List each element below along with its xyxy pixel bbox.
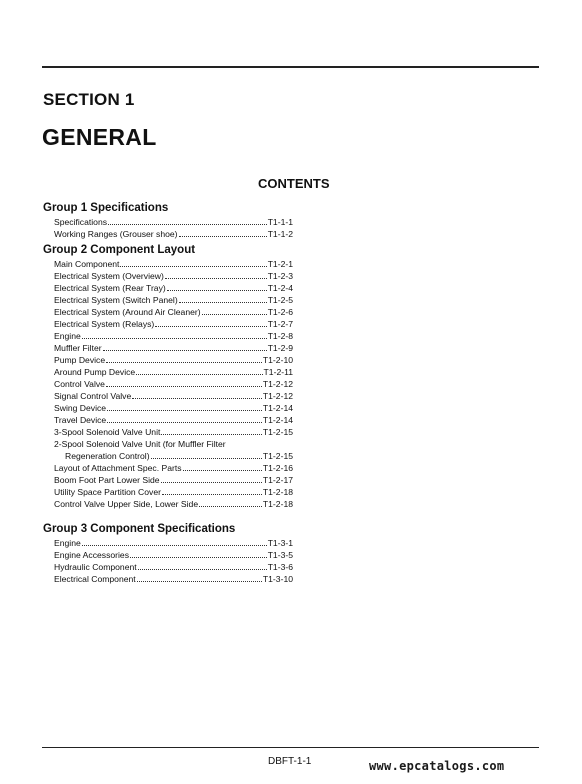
leader-dots — [199, 506, 262, 507]
leader-dots — [108, 224, 267, 225]
entry-label: Muffler Filter — [54, 343, 102, 353]
entry-label: Swing Device — [54, 403, 107, 413]
toc-entry[interactable] — [43, 378, 293, 390]
leader-dots — [106, 386, 262, 387]
entry-page: T1-2-3 — [267, 271, 293, 281]
toc-entry[interactable] — [43, 474, 293, 486]
leader-dots — [106, 362, 262, 363]
leader-dots — [137, 581, 262, 582]
entry-page: T1-2-15 — [262, 451, 293, 461]
leader-dots — [202, 314, 267, 315]
section-title: GENERAL — [42, 124, 157, 150]
entry-label: Electrical System (Around Air Cleaner) — [54, 307, 201, 317]
toc-entry[interactable] — [43, 426, 293, 438]
leader-dots — [82, 338, 267, 339]
toc-entry[interactable] — [43, 228, 293, 240]
entry-page: T1-3-6 — [267, 562, 293, 572]
entry-page: T1-2-11 — [263, 367, 293, 377]
entry-label: Electrical Component — [54, 574, 136, 584]
group-title: Group 1 Specifications — [43, 202, 169, 214]
leader-dots — [103, 350, 267, 351]
leader-dots — [120, 266, 266, 267]
leader-dots — [179, 236, 267, 237]
section-label: SECTION 1 — [43, 90, 135, 109]
toc-entry[interactable] — [43, 258, 293, 270]
leader-dots — [155, 326, 266, 327]
leader-dots — [167, 290, 267, 291]
page-code: DBFT-1-1 — [268, 756, 312, 767]
table-of-contents — [43, 201, 293, 585]
entry-page: T1-2-4 — [267, 283, 293, 293]
toc-entry[interactable] — [43, 294, 293, 306]
leader-dots — [136, 374, 262, 375]
toc-entry[interactable] — [43, 306, 293, 318]
entry-label: Engine — [54, 331, 81, 341]
toc-entry[interactable] — [43, 537, 293, 549]
toc-group-1 — [43, 201, 293, 240]
entry-page: T1-1-1 — [267, 217, 293, 227]
top-rule — [42, 66, 539, 68]
entry-page: T1-3-1 — [267, 538, 293, 548]
bottom-rule — [42, 747, 539, 748]
group-title: Group 2 Component Layout — [43, 244, 196, 256]
entry-label: Specifications — [54, 217, 108, 227]
toc-entry[interactable] — [43, 414, 293, 426]
entry-label: Electrical System (Relays) — [54, 319, 155, 329]
entry-label: Electrical System (Overview) — [54, 271, 164, 281]
toc-entry[interactable] — [43, 390, 293, 402]
entry-label: 3-Spool Solenoid Valve Unit — [54, 427, 161, 437]
entry-label: Control Valve — [54, 379, 105, 389]
entry-page: T1-2-16 — [262, 463, 293, 473]
watermark: www.epcatalogs.com — [369, 759, 505, 773]
entry-label-continuation: Regeneration Control) — [65, 451, 150, 461]
leader-dots — [132, 398, 262, 399]
entry-label: Pump Device — [54, 355, 106, 365]
entry-label: Around Pump Device — [54, 367, 136, 377]
entry-page: T1-2-12 — [262, 391, 293, 401]
leader-dots — [138, 569, 267, 570]
entry-page: T1-2-14 — [262, 403, 293, 413]
entry-page: T1-2-18 — [262, 487, 293, 497]
toc-entry[interactable] — [43, 561, 293, 573]
group-title: Group 3 Component Specifications — [43, 523, 236, 535]
entry-page: T1-2-6 — [267, 307, 293, 317]
entry-page: T1-2-1 — [267, 259, 293, 269]
leader-dots — [107, 422, 262, 423]
leader-dots — [183, 470, 262, 471]
toc-entry[interactable] — [43, 549, 293, 561]
toc-entry[interactable] — [43, 270, 293, 282]
toc-entry[interactable] — [43, 366, 293, 378]
entry-page: T1-2-10 — [262, 355, 293, 365]
toc-entry[interactable] — [43, 573, 293, 585]
leader-dots — [151, 458, 262, 459]
entry-page: T1-2-12 — [262, 379, 293, 389]
entry-page: T1-2-5 — [267, 295, 293, 305]
entry-label: Engine — [54, 538, 81, 548]
entry-label: Travel Device — [54, 415, 107, 425]
entry-label: Engine Accessories — [54, 550, 129, 560]
entry-page: T1-2-15 — [262, 427, 293, 437]
entry-page: T1-2-18 — [262, 499, 293, 509]
toc-entry[interactable] — [43, 282, 293, 294]
entry-label: Hydraulic Component — [54, 562, 137, 572]
entry-page: T1-2-9 — [267, 343, 293, 353]
entry-page: T1-2-17 — [262, 475, 293, 485]
leader-dots — [162, 494, 262, 495]
entry-page: T1-2-7 — [267, 319, 293, 329]
entry-page: T1-3-10 — [262, 574, 293, 584]
entry-label: Electrical System (Switch Panel) — [54, 295, 178, 305]
toc-group-3 — [43, 522, 293, 585]
toc-entry[interactable] — [43, 450, 293, 462]
toc-entry[interactable] — [43, 354, 293, 366]
toc-entry[interactable] — [43, 462, 293, 474]
toc-entry[interactable] — [43, 330, 293, 342]
leader-dots — [130, 557, 267, 558]
contents-heading: CONTENTS — [258, 176, 330, 191]
entry-label: Main Component — [54, 259, 120, 269]
leader-dots — [161, 434, 262, 435]
leader-dots — [82, 545, 267, 546]
leader-dots — [179, 302, 267, 303]
toc-entry[interactable] — [43, 486, 293, 498]
leader-dots — [165, 278, 267, 279]
entry-label: Layout of Attachment Spec. Parts — [54, 463, 182, 473]
entry-label: Signal Control Valve — [54, 391, 132, 401]
toc-entry[interactable] — [43, 342, 293, 354]
toc-entry-first-line[interactable]: 2-Spool Solenoid Valve Unit (for Muffler Filter — [54, 439, 226, 449]
toc-entry[interactable] — [43, 402, 293, 414]
entry-label: Boom Foot Part Lower Side — [54, 475, 160, 485]
entry-label: Electrical System (Rear Tray) — [54, 283, 166, 293]
toc-entry[interactable] — [43, 318, 293, 330]
entry-page: T1-2-14 — [262, 415, 293, 425]
toc-entry[interactable] — [43, 216, 293, 228]
leader-dots — [161, 482, 262, 483]
toc-group-2 — [43, 243, 293, 510]
entry-page: T1-3-5 — [267, 550, 293, 560]
leader-dots — [107, 410, 262, 411]
entry-page: T1-1-2 — [267, 229, 293, 239]
entry-label: Utility Space Partition Cover — [54, 487, 161, 497]
entry-page: T1-2-8 — [267, 331, 293, 341]
entry-label: Control Valve Upper Side, Lower Side — [54, 499, 199, 509]
toc-entry[interactable] — [43, 498, 293, 510]
entry-label: Working Ranges (Grouser shoe) — [54, 229, 178, 239]
